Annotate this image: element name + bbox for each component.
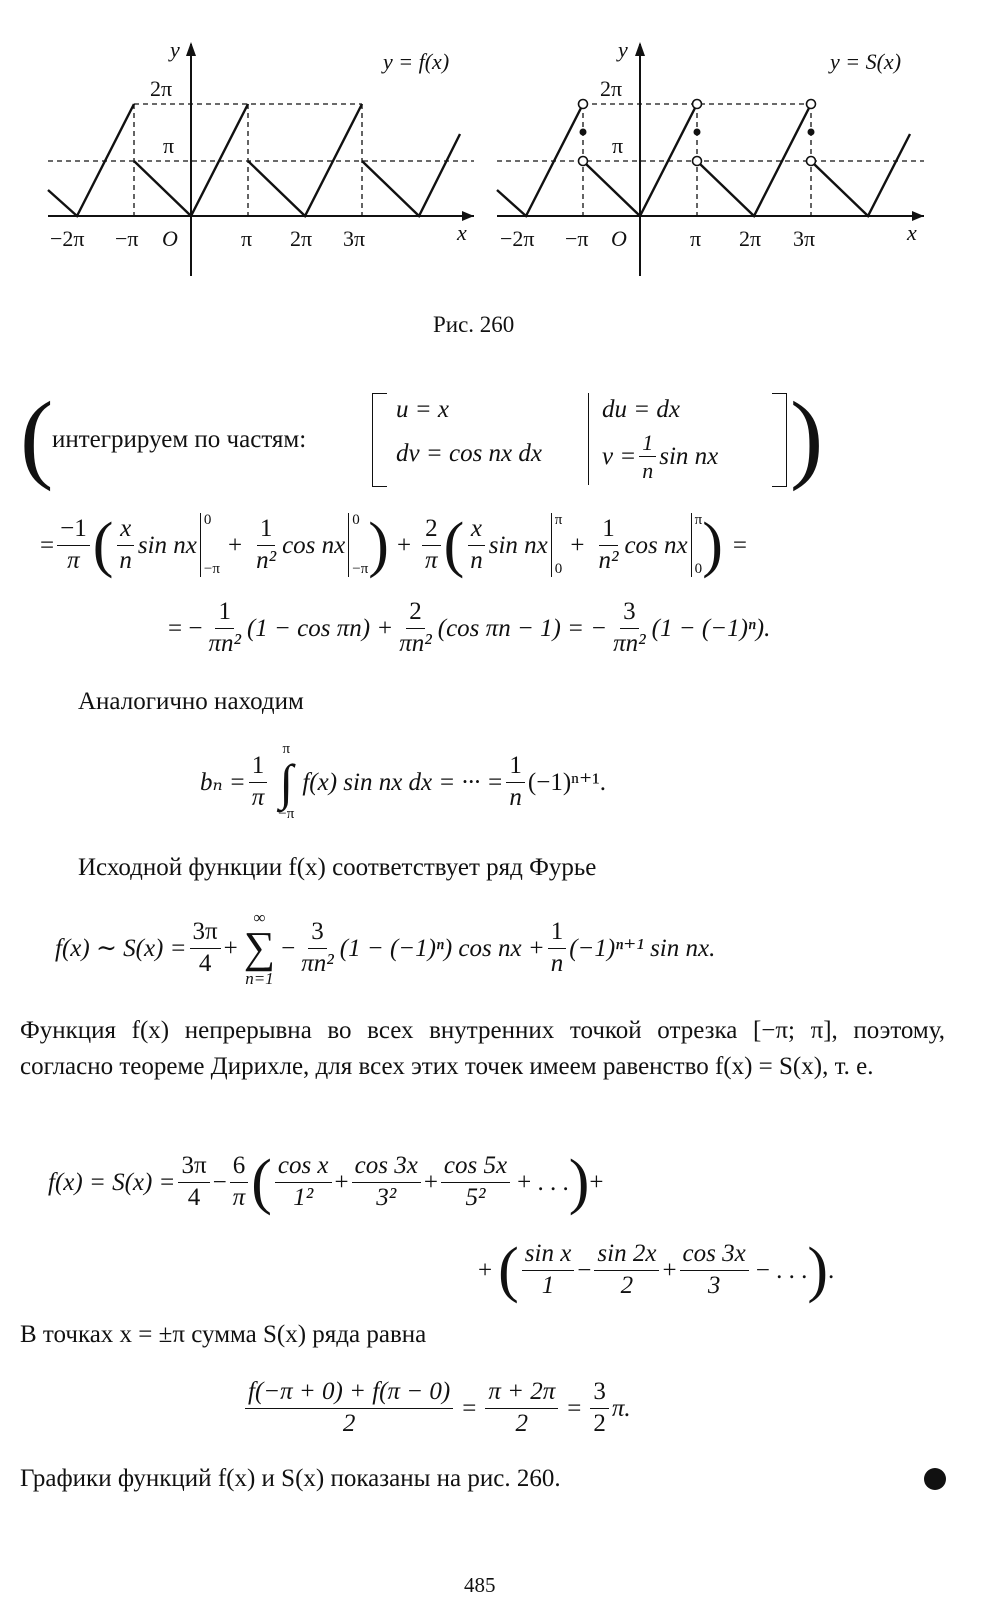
frac-num: cos 3x (352, 1153, 421, 1182)
frac-den: n (509, 783, 522, 811)
frac-num: 2 (406, 599, 425, 628)
ytick-2pi-right: 2π (600, 76, 623, 101)
eq1-limits2 (348, 513, 368, 577)
dashed-guides-left (48, 104, 474, 216)
plus: + (227, 531, 243, 559)
minus: − (281, 934, 296, 962)
plus: + (223, 934, 238, 962)
parts-u: u = x (396, 396, 449, 423)
text-continuity: Функция f(x) непрерывна во всех внутренних точкой отрезка [−π; π], поэтому, согласно теореме Дирихле, для всех этих точек имеем равенство f(x) = S(x), т. е. (20, 1017, 945, 1080)
frac-den: 1 (541, 1271, 555, 1299)
parts-divider (588, 393, 589, 485)
func-label-S: y = S(x) (830, 49, 902, 74)
f-seg-1 (48, 104, 134, 216)
frac-num: cos 5x (441, 1153, 510, 1182)
eq1-lead: = (40, 531, 55, 559)
avg-frac2 (485, 1379, 558, 1437)
frac-den: n² (598, 546, 619, 574)
frac-den: 4 (198, 949, 212, 977)
paren: ( (92, 511, 114, 579)
bn-lhs: bₙ = (200, 768, 246, 796)
frac-den: n² (256, 546, 277, 574)
frac-num: 1 (548, 919, 567, 948)
avg-frac3 (590, 1379, 609, 1437)
dots: + . . . (517, 1168, 569, 1196)
origin-left: O (162, 226, 178, 251)
equals: = (567, 1394, 582, 1422)
lim-bot: −π (203, 561, 220, 577)
frac-den: π (67, 546, 80, 574)
paren: ( (498, 1236, 519, 1304)
eq1-limits4 (691, 513, 703, 577)
dashed-guides-right (497, 104, 924, 216)
xtick-3pi-right: 3π (793, 226, 816, 251)
eq1-frac1 (57, 516, 90, 574)
frac-num: sin x (522, 1241, 575, 1270)
plus: + (396, 531, 412, 559)
frac-num: 1 (639, 431, 656, 457)
frac-num: 3 (308, 919, 327, 948)
text-analogically: Аналогично находим (78, 688, 304, 715)
frac-den: π (251, 783, 265, 811)
paren: ( (251, 1148, 272, 1216)
paren-close: ) (790, 381, 824, 492)
eq2-c: (cos πn − 1) = − (437, 614, 608, 642)
frac-num: cos 3x (680, 1241, 749, 1270)
eq1-frac3 (253, 516, 279, 574)
frac-den: n (119, 546, 132, 574)
parts-v-suffix: sin nx (659, 443, 719, 471)
frac-num: 2 (422, 516, 441, 545)
parts-label: интегрируем по частям: (52, 426, 307, 453)
lim-top: 0 (203, 512, 212, 528)
frac-num: cos x (275, 1153, 332, 1182)
frac-den: π (232, 1183, 246, 1211)
frac-num: 1 (506, 753, 525, 782)
xtick-2pi-right: 2π (739, 226, 762, 251)
exp-frac1 (178, 1153, 209, 1211)
S-seg-4 (814, 134, 910, 216)
xtick-m2pi-right: −2π (500, 226, 535, 251)
frac-den: 2 (515, 1409, 529, 1437)
paren: ) (702, 511, 723, 579)
end-of-solution-bullet (924, 1468, 946, 1490)
int-bot: −π (278, 806, 295, 822)
frac-den: πn² (208, 629, 241, 657)
parts-v-frac (639, 431, 656, 482)
avg-frac1 (245, 1379, 453, 1437)
figure-260 (0, 0, 986, 300)
text-endpoints: В точках x = ±π сумма S(x) ряда равна (20, 1321, 427, 1348)
eq1-term1: sin nx (137, 531, 197, 559)
frac-den: n (470, 546, 483, 574)
lim-bot: 0 (554, 561, 563, 577)
frac-den: π (425, 546, 438, 574)
S-seg-3 (700, 108, 809, 216)
xtick-mpi-left: −π (115, 226, 139, 251)
frac-num: 1 (215, 599, 234, 628)
paren: ) (368, 511, 389, 579)
equation-series (55, 902, 715, 994)
plus: + (478, 1256, 493, 1284)
bn-rhs: (−1)ⁿ⁺¹. (527, 768, 606, 796)
xtick-2pi-left: 2π (290, 226, 313, 251)
frac-den: n (550, 949, 564, 977)
frac-num: 6 (230, 1153, 249, 1182)
xtick-mpi-right: −π (565, 226, 589, 251)
frac-num: 1 (599, 516, 618, 545)
bn-integrand: f(x) sin nx dx = ··· = (302, 768, 504, 796)
minus: − (577, 1256, 592, 1284)
eq2-frac2 (396, 599, 435, 657)
page-number: 485 (464, 1573, 496, 1597)
ytick-pi-right: π (612, 133, 624, 158)
x-label-right: x (907, 220, 917, 245)
frac-num: 1 (257, 516, 276, 545)
frac-den: πn² (399, 629, 432, 657)
lim-top: π (554, 512, 563, 528)
f-seg-3 (248, 104, 362, 216)
series-lhs: f(x) ∼ S(x) = (55, 934, 187, 962)
dots: − . . . (755, 1256, 808, 1284)
f-seg-4 (362, 134, 460, 216)
equation-1 (40, 505, 747, 585)
series-frac2 (298, 919, 337, 977)
eq2-b: (1 − cos πn) + (246, 614, 394, 642)
equals: = (462, 1394, 477, 1422)
frac-den: 5² (465, 1183, 486, 1211)
exp-frac2 (230, 1153, 249, 1211)
frac-num: 1 (249, 753, 268, 782)
bn-frac2 (506, 753, 525, 811)
parts-du: du = dx (602, 396, 680, 423)
text-graphs: Графики функций f(x) и S(x) показаны на рис. 260. (20, 1465, 561, 1492)
y-arrow-left (186, 42, 196, 56)
eq1-frac2 (116, 516, 135, 574)
parts-v (602, 431, 718, 482)
eq1-tail: = (732, 531, 747, 559)
eq1-limits1 (200, 513, 220, 577)
paren: ) (807, 1236, 828, 1304)
equation-2 (168, 592, 770, 664)
frac-den: 3 (707, 1271, 721, 1299)
xtick-pi-right: π (690, 226, 702, 251)
series-rhs: (−1)ⁿ⁺¹ sin nx. (569, 934, 716, 962)
int-top: π (282, 741, 291, 757)
eq1-limits3 (551, 513, 563, 577)
avg-rhs: π. (611, 1394, 631, 1422)
frac-den: 4 (187, 1183, 201, 1211)
period: . (827, 1256, 835, 1284)
sum (244, 909, 275, 987)
frac-num: x (117, 516, 134, 545)
expansion-line-1 (48, 1142, 603, 1222)
eq1-term4: cos nx (624, 531, 688, 559)
series-frac1 (190, 919, 221, 977)
plus: + (589, 1168, 604, 1196)
exp-sin3 (680, 1241, 749, 1299)
frac-num: 3π (190, 919, 221, 948)
xtick-3pi-left: 3π (343, 226, 366, 251)
x-label-left: x (457, 220, 467, 245)
S-seg-1 (497, 108, 581, 216)
eq1-term2: cos nx (282, 531, 346, 559)
eq1-term3: sin nx (488, 531, 548, 559)
frac-den: 3² (376, 1183, 397, 1211)
exp-sin2 (594, 1241, 659, 1299)
equation-average (242, 1368, 631, 1448)
bracket-close (772, 393, 787, 487)
eq2-frac3 (610, 599, 649, 657)
integration-by-parts (20, 381, 824, 495)
sum-sign: ∑ (243, 923, 276, 972)
lim-top: π (694, 512, 703, 528)
y-label-right: y (618, 37, 628, 62)
y-label-left: y (170, 37, 180, 62)
frac-num: −1 (57, 516, 90, 545)
bn-frac1 (249, 753, 268, 811)
eq1-frac5 (467, 516, 486, 574)
equation-bn (200, 736, 606, 828)
eq1-frac6 (595, 516, 621, 574)
plus: + (423, 1168, 438, 1196)
frac-den: 2 (342, 1409, 356, 1437)
eq2-frac1 (205, 599, 244, 657)
lim-top: 0 (352, 512, 360, 528)
frac-num: 3 (590, 1379, 609, 1408)
origin-right: O (611, 226, 627, 251)
exp-cos1 (275, 1153, 332, 1211)
sum-top: ∞ (253, 908, 266, 927)
frac-den: πn² (301, 949, 334, 977)
frac-num: π + 2π (485, 1379, 558, 1408)
plus: + (662, 1256, 677, 1284)
xtick-m2pi-left: −2π (50, 226, 85, 251)
minus: − (212, 1168, 227, 1196)
frac-num: 3 (620, 599, 639, 628)
expansion-line-2 (478, 1230, 834, 1310)
paren: ( (443, 511, 465, 579)
xtick-pi-left: π (241, 226, 253, 251)
plus: + (334, 1168, 349, 1196)
func-label-f: y = f(x) (383, 49, 450, 74)
y-arrow-right (635, 42, 645, 56)
parts-dv: dv = cos nx dx (396, 440, 542, 467)
frac-den: n (642, 458, 654, 484)
exp-lhs: f(x) = S(x) = (48, 1168, 176, 1196)
series-mid: (1 − (−1)ⁿ) cos nx + (339, 934, 545, 962)
frac-num: sin 2x (594, 1241, 659, 1270)
frac-num: f(−π + 0) + f(π − 0) (245, 1379, 453, 1408)
graph-f (48, 42, 474, 276)
integral (278, 742, 294, 822)
eq1-frac4 (422, 516, 441, 574)
frac-den: 2 (593, 1409, 606, 1437)
integral-sign: ∫ (279, 754, 294, 810)
paren-open: ( (20, 381, 54, 492)
frac-den: 2 (620, 1271, 634, 1299)
plus: + (570, 531, 585, 559)
eq2-a: = − (168, 614, 203, 642)
parts-v-prefix: v = (602, 443, 637, 471)
text-fourier-series: Исходной функции f(x) соответствует ряд Фурье (78, 854, 597, 881)
ytick-pi-left: π (163, 133, 175, 158)
bracket-open (372, 393, 387, 487)
exp-cos3 (441, 1153, 510, 1211)
sum-bot: n=1 (245, 969, 274, 988)
series-frac3 (548, 919, 567, 977)
lim-bot: −π (352, 561, 369, 577)
exp-cos2 (352, 1153, 421, 1211)
frac-num: x (468, 516, 485, 545)
eq2-d: (1 − (−1)ⁿ). (651, 614, 771, 642)
paren: ) (568, 1148, 590, 1216)
lim-bot: 0 (694, 561, 703, 577)
graph-S (497, 42, 924, 276)
frac-den: 1² (293, 1183, 314, 1211)
frac-den: πn² (613, 629, 646, 657)
frac-num: 3π (178, 1153, 209, 1182)
ytick-2pi-left: 2π (150, 76, 173, 101)
figure-caption: Рис. 260 (433, 312, 515, 337)
exp-sin1 (522, 1241, 575, 1299)
